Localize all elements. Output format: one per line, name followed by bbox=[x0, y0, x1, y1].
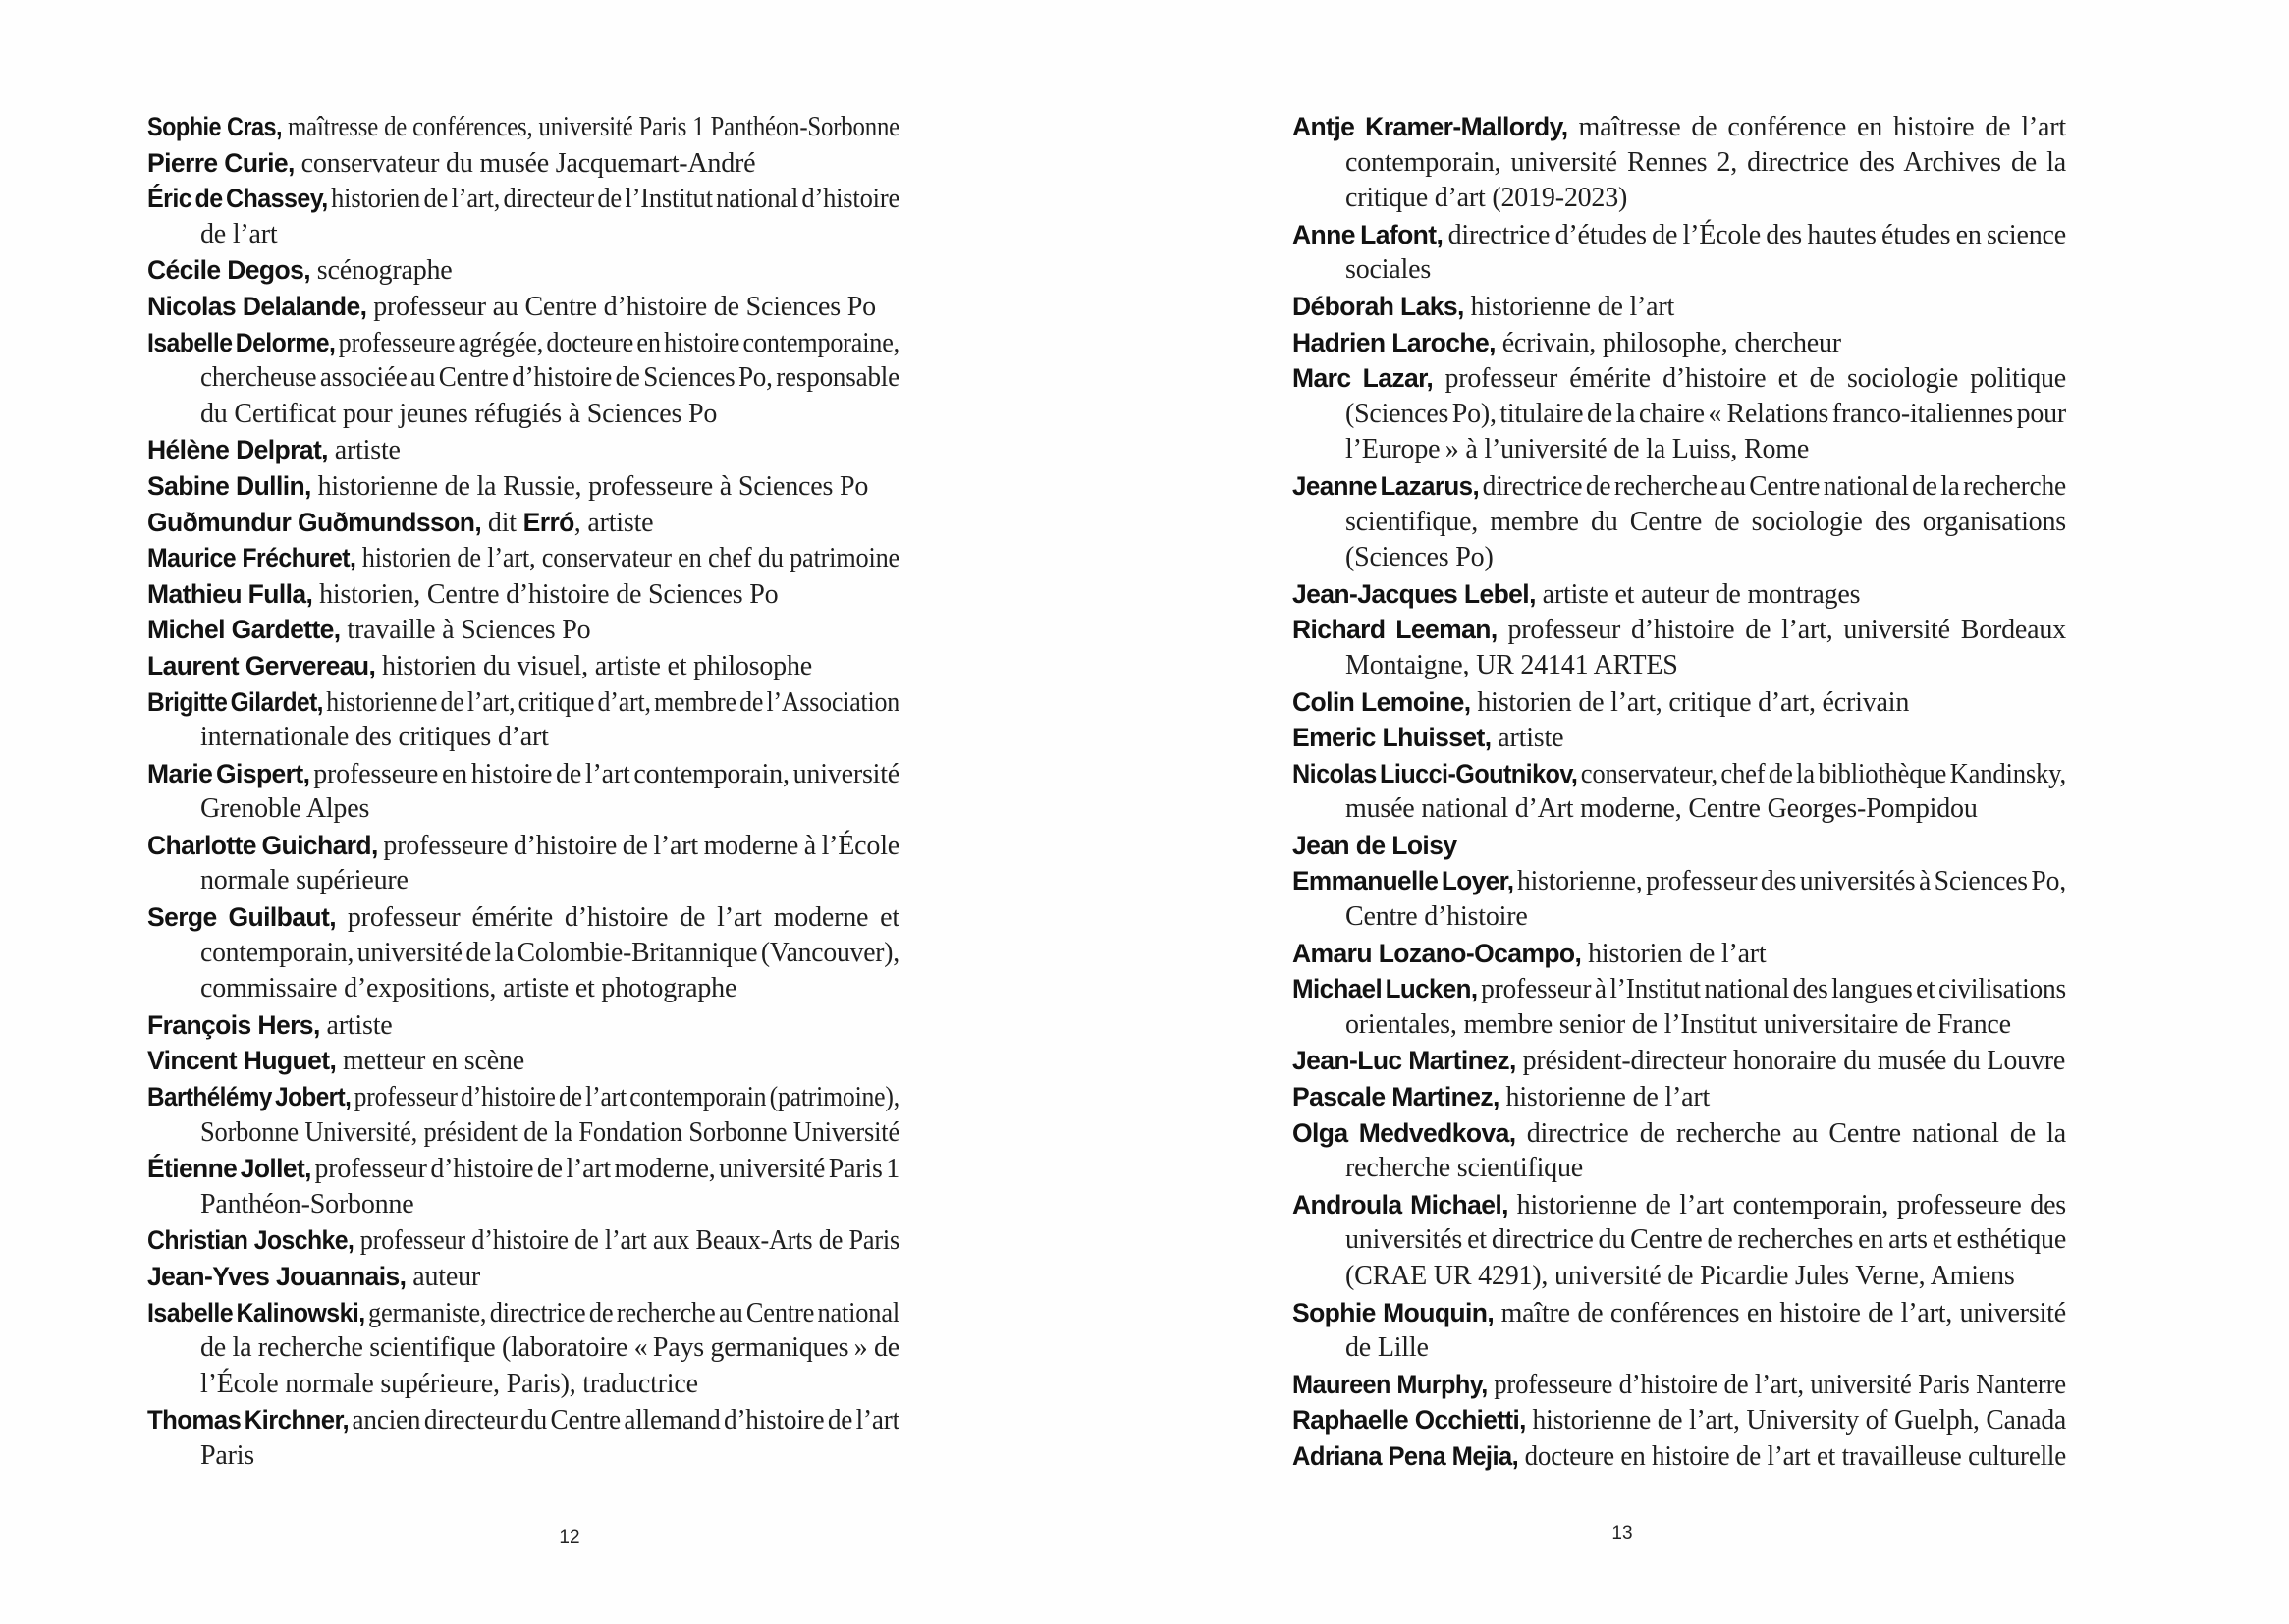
entry-line bbox=[1292, 612, 2066, 648]
entry-line bbox=[147, 1007, 899, 1044]
entry-line bbox=[200, 1187, 899, 1223]
entry-line bbox=[1345, 1330, 2066, 1367]
entry-line bbox=[147, 540, 900, 576]
person-name: Maurice Fréchuret, bbox=[147, 543, 356, 573]
entry-line bbox=[200, 1330, 899, 1367]
entry-line bbox=[1292, 360, 2066, 397]
entry-line bbox=[1345, 1007, 2066, 1044]
entry-line bbox=[1345, 181, 2066, 217]
entry-line bbox=[1345, 648, 2066, 684]
person-name: Jean-Jacques Lebel, bbox=[1292, 578, 1536, 609]
entry-line bbox=[147, 109, 899, 145]
person-name: Maureen Murphy, bbox=[1292, 1369, 1488, 1399]
person-description: artiste bbox=[327, 435, 401, 466]
person-name: Jean de Loisy bbox=[1292, 830, 1457, 860]
person-name: Sophie Cras, bbox=[147, 112, 283, 141]
entry-line bbox=[147, 1259, 899, 1295]
person-description: Panthéon-Sorbonne bbox=[200, 1188, 414, 1219]
person-description: professeur à l’Institut national des langues et civilisations bbox=[1477, 974, 2067, 1005]
entry-line bbox=[1292, 468, 2067, 505]
person-name: Barthélémy Jobert, bbox=[147, 1082, 352, 1112]
person-description: orientales, membre senior de l’Institut universitaire de France bbox=[1345, 1008, 2011, 1040]
entry-line bbox=[1292, 720, 2066, 756]
entry-line bbox=[147, 289, 899, 325]
person-name: Christian Joschke, bbox=[147, 1225, 354, 1256]
person-description: maîtresse de conférence en histoire de l’art bbox=[1567, 112, 2066, 142]
entry-line bbox=[147, 612, 899, 648]
page-13-text-block bbox=[1292, 109, 2066, 1475]
person-description: (CRAE UR 4291), université de Picardie Jules Verne, Amiens bbox=[1345, 1261, 2015, 1291]
person-name: Charlotte Guichard, bbox=[147, 830, 378, 860]
entry-line bbox=[147, 1295, 899, 1331]
entry-line bbox=[1345, 397, 2064, 433]
person-description: historienne de l’art contemporain, professeure des bbox=[1507, 1189, 2066, 1220]
entry-line bbox=[1292, 1402, 2067, 1438]
entry-line bbox=[1345, 145, 2066, 182]
entry-line bbox=[1292, 828, 2066, 864]
person-name: Guðmundur Guðmundsson, bbox=[147, 507, 482, 537]
person-description: commissaire d’expositions, artiste et photographe bbox=[200, 973, 737, 1004]
person-description: historienne de l’art, critique d’art, membre de l’Association bbox=[322, 686, 900, 718]
person-description: professeur d’histoire de l’art contemporain (patrimoine), bbox=[351, 1082, 900, 1113]
person-description: sociales bbox=[1345, 254, 1432, 286]
person-description: historienne de l’art bbox=[1463, 291, 1675, 322]
person-description: professeur émérite d’histoire de l’art moderne et bbox=[335, 902, 899, 934]
entry-line bbox=[147, 505, 899, 541]
person-description: de Lille bbox=[1345, 1332, 1429, 1364]
person-name: Raphaelle Occhietti, bbox=[1292, 1405, 1526, 1435]
person-name: Emmanuelle Loyer, bbox=[1292, 866, 1514, 896]
entry-line bbox=[1292, 936, 2066, 972]
entry-line bbox=[200, 1438, 899, 1475]
entry-line bbox=[200, 1115, 900, 1152]
person-name: Marie Gispert, bbox=[147, 758, 310, 788]
person-description: dit bbox=[481, 507, 523, 538]
person-description: professeure agrégée, docteure en histoire contemporaine, bbox=[335, 327, 900, 358]
entry-line bbox=[1292, 971, 2067, 1007]
person-description: recherche scientifique bbox=[1345, 1153, 1584, 1184]
entry-line bbox=[1345, 540, 2066, 576]
entry-line bbox=[1292, 1367, 2066, 1403]
entry-line bbox=[147, 145, 899, 182]
entry-line bbox=[147, 432, 899, 468]
entry-line bbox=[147, 576, 899, 613]
person-name: Michael Lucken, bbox=[1292, 974, 1478, 1004]
entry-line bbox=[1292, 756, 2067, 792]
page-number-right: 13 bbox=[1611, 1523, 1633, 1543]
person-description: professeur d’histoire de l’art, université Bordeaux bbox=[1497, 615, 2066, 646]
person-description: contemporain, université Rennes 2, directrice des Archives de la bbox=[1345, 146, 2066, 178]
entry-line bbox=[147, 899, 899, 936]
person-name: Pascale Martinez, bbox=[1292, 1082, 1499, 1112]
person-description: germaniste, directrice de recherche au Centre national bbox=[364, 1297, 899, 1328]
entry-line bbox=[1292, 109, 2066, 145]
entry-line bbox=[1292, 1115, 2066, 1152]
person-name: Nicolas Delalande, bbox=[147, 291, 367, 321]
person-name: Serge Guilbaut, bbox=[147, 902, 336, 933]
entry-line bbox=[147, 468, 899, 505]
entry-line bbox=[147, 756, 899, 792]
entry-line bbox=[147, 828, 899, 864]
person-name: Emeric Lhuisset, bbox=[1292, 723, 1492, 753]
entry-line bbox=[147, 1222, 899, 1259]
person-name: Étienne Jollet, bbox=[147, 1154, 311, 1184]
person-description: directrice de recherche au Centre national de la bbox=[1515, 1117, 2066, 1149]
person-description: professeur d’histoire de l’art aux Beaux-Arts de Paris bbox=[354, 1225, 899, 1257]
entry-line bbox=[1345, 791, 2066, 828]
entry-line bbox=[200, 971, 899, 1007]
entry-line bbox=[1292, 1438, 2066, 1475]
entry-line bbox=[1292, 1079, 2066, 1115]
person-description: écrivain, philosophe, chercheur bbox=[1495, 327, 1841, 358]
person-description: contemporain, université de la Colombie-Britannique (Vancouver), bbox=[200, 937, 900, 968]
entry-line bbox=[1345, 505, 2066, 541]
person-description: conservateur du musée Jacquemart-André bbox=[294, 147, 756, 179]
person-description: travaille à Sciences Po bbox=[340, 615, 591, 646]
page-number-left: 12 bbox=[559, 1527, 580, 1547]
person-description: scientifique, membre du Centre de sociologie des organisations bbox=[1345, 506, 2066, 537]
person-description: Paris bbox=[200, 1439, 255, 1471]
person-description: historien du visuel, artiste et philosophe bbox=[375, 650, 812, 681]
person-name: Isabelle Kalinowski, bbox=[147, 1297, 365, 1327]
person-description: l’Europe » à l’université de la Luiss, Rome bbox=[1345, 434, 1810, 465]
person-name: Jean-Luc Martinez, bbox=[1292, 1046, 1516, 1076]
person-name: Anne Lafont, bbox=[1292, 219, 1444, 249]
person-description: professeure d’histoire de l’art moderne à l’École bbox=[377, 830, 900, 861]
entry-line bbox=[1345, 1222, 2066, 1259]
person-name: Androula Michael, bbox=[1292, 1189, 1508, 1219]
entry-line bbox=[147, 684, 900, 721]
person-description: artiste bbox=[1491, 723, 1564, 754]
entry-line bbox=[1345, 1259, 2066, 1295]
entry-line bbox=[1292, 863, 2066, 899]
person-description: historien de l’art, critique d’art, écrivain bbox=[1470, 686, 1910, 718]
person-name: Hélène Delprat, bbox=[147, 435, 328, 465]
person-description: artiste bbox=[319, 1009, 393, 1041]
person-name: Sophie Mouquin, bbox=[1292, 1297, 1495, 1327]
person-description: l’École normale supérieure, Paris), traductrice bbox=[200, 1368, 698, 1399]
entry-line bbox=[1292, 217, 2066, 253]
person-description: auteur bbox=[406, 1262, 481, 1292]
person-description: historienne, professeur des universités à Sciences Po, bbox=[1513, 866, 2066, 897]
person-description: Centre d’histoire bbox=[1345, 901, 1528, 933]
person-name: François Hers, bbox=[147, 1009, 320, 1040]
person-description: historien de l’art, conservateur en chef du patrimoine bbox=[355, 543, 900, 574]
entry-line bbox=[1292, 576, 2066, 613]
entry-line bbox=[200, 791, 899, 828]
person-description: chercheuse associée au Centre d’histoire de Sciences Po, responsable bbox=[200, 362, 899, 394]
person-description: historienne de l’art, University of Guelph, Canada bbox=[1525, 1405, 2067, 1436]
person-description: professeur au Centre d’histoire de Sciences Po bbox=[366, 291, 876, 322]
page-12-text-block bbox=[147, 109, 899, 1475]
person-description: artiste et auteur de montrages bbox=[1535, 578, 1861, 610]
person-name: Déborah Laks, bbox=[1292, 291, 1464, 321]
entry-line bbox=[1292, 289, 2066, 325]
person-description: universités et directrice du Centre de recherches en arts et esthétique bbox=[1345, 1224, 2067, 1256]
person-name: Nicolas Liucci-Goutnikov, bbox=[1292, 758, 1578, 788]
person-description: docteure en histoire de l’art et travailleuse culturelle bbox=[1518, 1440, 2066, 1472]
person-description: (Sciences Po), titulaire de la chaire « Relations franco-italiennes pour bbox=[1345, 398, 2066, 429]
entry-line bbox=[147, 1151, 898, 1187]
person-description: du Certificat pour jeunes réfugiés à Sciences Po bbox=[200, 398, 718, 429]
person-name: Thomas Kirchner, bbox=[147, 1405, 350, 1435]
person-description: metteur en scène bbox=[336, 1046, 524, 1077]
person-description: de l’art bbox=[200, 218, 278, 249]
person-name: Richard Leeman, bbox=[1292, 615, 1498, 645]
entry-line bbox=[200, 360, 899, 397]
person-description: critique d’art (2019-2023) bbox=[1345, 183, 1628, 214]
person-description: historienne de la Russie, professeure à Sciences Po bbox=[310, 470, 869, 502]
entry-line bbox=[200, 863, 899, 899]
entry-line bbox=[200, 720, 899, 756]
person-description: professeur émérite d’histoire et de sociologie politique bbox=[1433, 363, 2067, 395]
person-description: professeur d’histoire de l’art moderne, université Paris 1 bbox=[310, 1154, 899, 1185]
person-description: historien de l’art, directeur de l’Institut national d’histoire bbox=[327, 184, 900, 215]
person-description: (Sciences Po) bbox=[1345, 542, 1494, 573]
person-name: Laurent Gervereau, bbox=[147, 650, 376, 680]
person-description: de la recherche scientifique (laboratoire « Pays germaniques » de bbox=[200, 1332, 899, 1364]
person-description: directrice de recherche au Centre national de la recherche bbox=[1479, 470, 2067, 502]
person-description: scénographe bbox=[310, 255, 453, 287]
entry-line bbox=[200, 936, 900, 972]
person-description: historienne de l’art bbox=[1499, 1082, 1711, 1113]
person-name: Cécile Degos, bbox=[147, 255, 310, 286]
person-name: Pierre Curie, bbox=[147, 147, 295, 178]
entry-line bbox=[1292, 1043, 2066, 1079]
person-name: Erró bbox=[522, 507, 574, 537]
person-description: maîtresse de conférences, université Paris 1 Panthéon-Sorbonne bbox=[282, 112, 899, 142]
entry-line bbox=[147, 325, 900, 361]
person-description: maître de conférences en histoire de l’art, université bbox=[1494, 1297, 2066, 1328]
person-name: Isabelle Delorme, bbox=[147, 327, 336, 357]
person-name: Amaru Lozano-Ocampo, bbox=[1292, 938, 1582, 968]
entry-line bbox=[147, 648, 899, 684]
person-name: Colin Lemoine, bbox=[1292, 686, 1471, 717]
entry-line bbox=[1292, 684, 2066, 721]
person-name: Adriana Pena Mejia, bbox=[1292, 1440, 1519, 1471]
person-name: Éric de Chassey, bbox=[147, 184, 328, 214]
person-name: Hadrien Laroche, bbox=[1292, 327, 1496, 357]
person-description: normale supérieure bbox=[200, 865, 409, 896]
entry-line bbox=[1292, 1295, 2066, 1331]
entry-line bbox=[147, 1079, 900, 1115]
entry-line bbox=[200, 217, 899, 253]
person-description: Sorbonne Université, président de la Fondation Sorbonne Université bbox=[200, 1116, 900, 1148]
person-description: conservateur, chef de la bibliothèque Kandinsky, bbox=[1577, 758, 2067, 789]
entry-line bbox=[147, 181, 900, 217]
person-description: historien, Centre d’histoire de Sciences Po bbox=[312, 578, 779, 610]
person-description: internationale des critiques d’art bbox=[200, 722, 549, 753]
person-name: Michel Gardette, bbox=[147, 615, 341, 645]
person-name: Jeanne Lazarus, bbox=[1292, 470, 1480, 501]
person-name: Vincent Huguet, bbox=[147, 1046, 337, 1076]
person-name: Jean-Yves Jouannais, bbox=[147, 1262, 407, 1291]
person-description: Montaigne, UR 24141 ARTES bbox=[1345, 649, 1678, 680]
entry-line bbox=[147, 1402, 899, 1438]
entry-line bbox=[1292, 325, 2066, 361]
person-description: ancien directeur du Centre allemand d’histoire de l’art bbox=[349, 1405, 899, 1436]
person-description: président-directeur honoraire du musée du Louvre bbox=[1515, 1046, 2066, 1077]
entry-line bbox=[1345, 1151, 2066, 1187]
person-name: Mathieu Fulla, bbox=[147, 578, 313, 609]
entry-line bbox=[1345, 432, 2066, 468]
entry-line bbox=[200, 1367, 899, 1403]
person-name: Sabine Dullin, bbox=[147, 470, 311, 501]
person-description: professeure d’histoire de l’art, université Paris Nanterre bbox=[1487, 1369, 2066, 1400]
entry-line bbox=[147, 1043, 899, 1079]
person-description: Grenoble Alpes bbox=[200, 793, 370, 825]
entry-line bbox=[200, 397, 899, 433]
person-description: musée national d’Art moderne, Centre Georges-Pompidou bbox=[1345, 793, 1978, 825]
entry-line bbox=[147, 252, 899, 289]
entry-line bbox=[1345, 899, 2066, 936]
person-name: Brigitte Gilardet, bbox=[147, 686, 323, 717]
person-description: , artiste bbox=[573, 507, 654, 538]
person-name: Olga Medvedkova, bbox=[1292, 1117, 1516, 1148]
entry-line bbox=[1292, 1187, 2066, 1223]
person-name: Antje Kramer-Mallordy, bbox=[1292, 112, 1568, 141]
person-name: Marc Lazar, bbox=[1292, 363, 1434, 394]
person-description: professeure en histoire de l’art contemporain, université bbox=[309, 758, 900, 789]
person-description: directrice d’études de l’École des hautes études en science bbox=[1443, 219, 2066, 250]
entry-line bbox=[1345, 252, 2066, 289]
person-description: historien de l’art bbox=[1581, 938, 1767, 969]
